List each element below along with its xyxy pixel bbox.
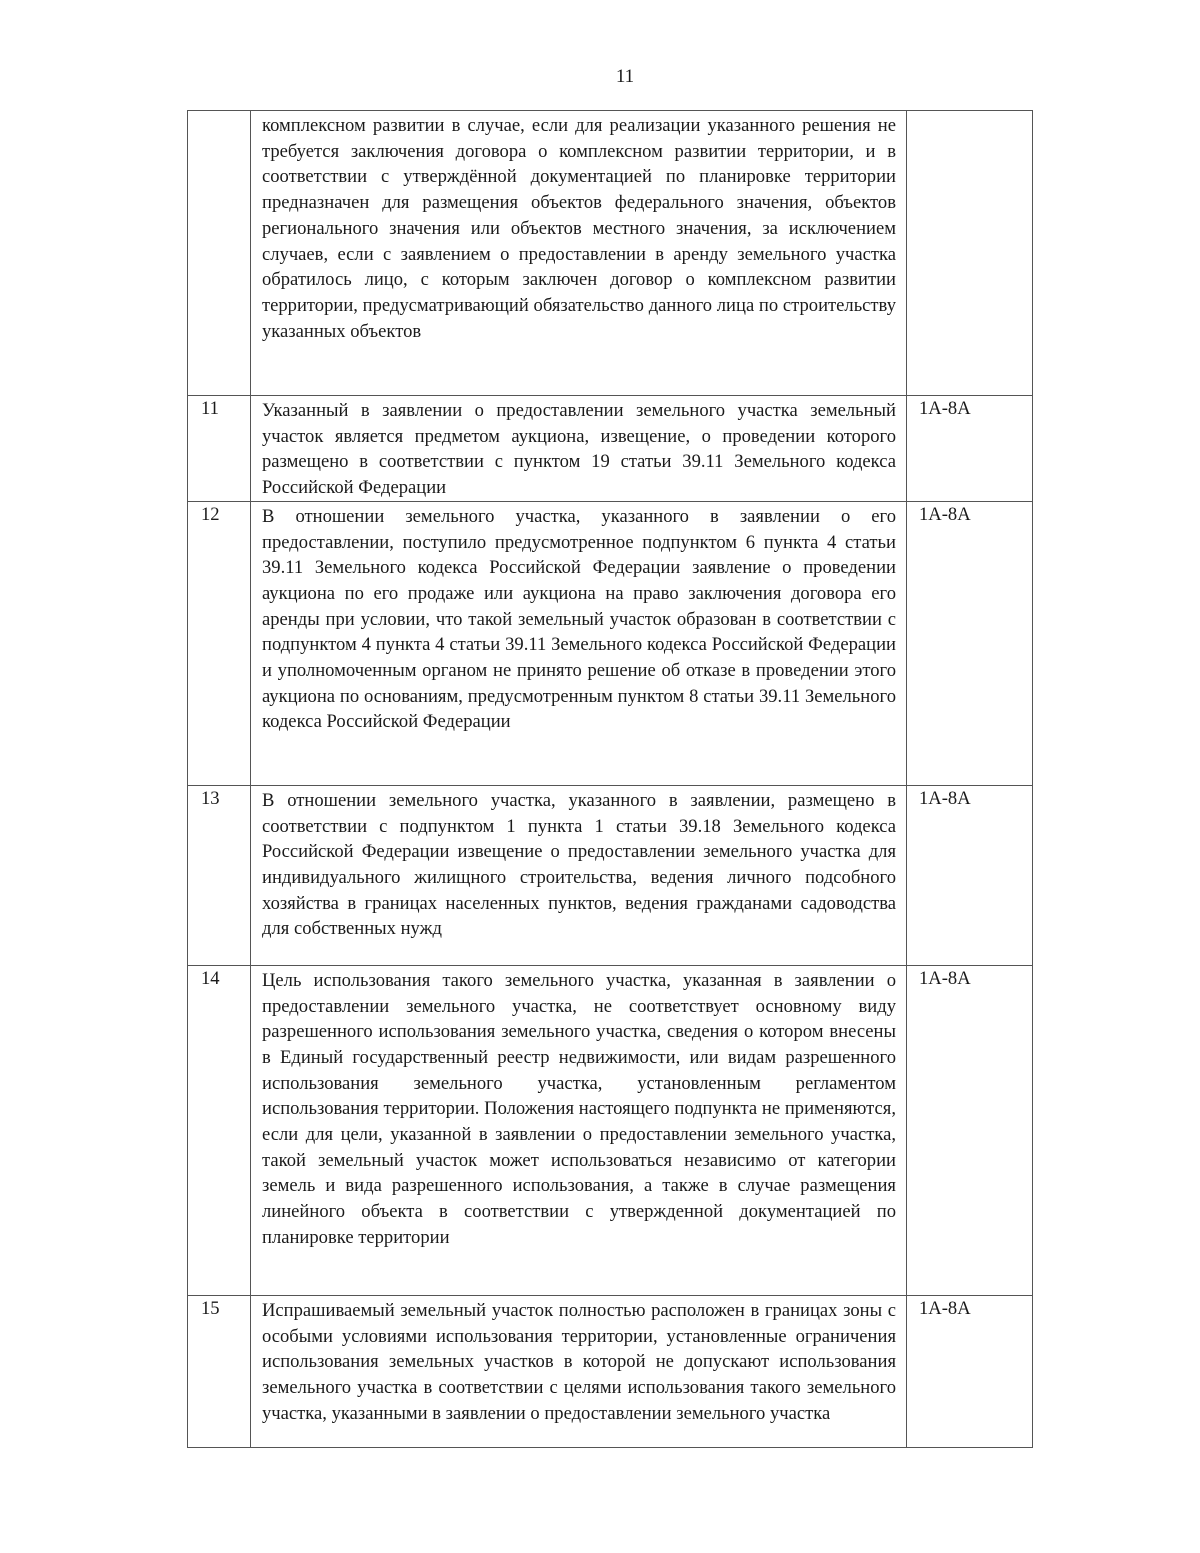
row-code: 1А-8А xyxy=(907,965,1033,1295)
row-number: 11 xyxy=(188,396,251,502)
row-code xyxy=(907,111,1033,396)
row-text: Указанный в заявлении о предоставлении земельного участка земельный участок является предметом аукциона, извещение, о проведении которого размещено в соответствии с пунктом 19 статьи 39.11 Земельного кодекса Российской Федерации xyxy=(251,396,907,502)
row-number: 12 xyxy=(188,501,251,785)
row-text: В отношении земельного участка, указанного в заявлении, размещено в соответствии с подпунктом 1 пункта 1 статьи 39.18 Земельного кодекса Российской Федерации извещение о предоставлении земельного участка для индивидуального жилищного строительства, ведения личного подсобного хозяйства в границах населенных пунктов, ведения гражданами садоводства для собственных нужд xyxy=(251,785,907,965)
row-number: 14 xyxy=(188,965,251,1295)
row-code: 1А-8А xyxy=(907,785,1033,965)
table-row xyxy=(188,965,1033,1295)
row-code: 1А-8А xyxy=(907,1295,1033,1447)
page-number: 11 xyxy=(615,66,635,87)
table-row xyxy=(188,501,1033,785)
row-text: Испрашиваемый земельный участок полностью расположен в границах зоны с особыми условиями использования территории, установленные ограничения использования земельных участков в которой не допускают использования земельного участка в соответствии с целями использования такого земельного участка, указанными в заявлении о предоставлении земельного участка xyxy=(251,1295,907,1447)
table-row xyxy=(188,1295,1033,1447)
row-number xyxy=(188,111,251,396)
refusal-grounds-table xyxy=(187,110,1033,1448)
row-number: 15 xyxy=(188,1295,251,1447)
row-code: 1А-8А xyxy=(907,501,1033,785)
table-row xyxy=(188,111,1033,396)
row-text: комплексном развитии в случае, если для реализации указанного решения не требуется заключения договора о комплексном развитии территории, и в соответствии с утверждённой документацией по планировке территории предназначен для размещения объектов федерального значения, объектов регионального значения или объектов местного значения, за исключением случаев, если с заявлением о предоставлении в аренду земельного участка обратилось лицо, с которым заключен договор о комплексном развитии территории, предусматривающий обязательство данного лица по строительству указанных объектов xyxy=(251,111,907,396)
row-text: В отношении земельного участка, указанного в заявлении о его предоставлении, поступило предусмотренное подпунктом 6 пункта 4 статьи 39.11 Земельного кодекса Российской Федерации заявление о проведении аукциона по его продаже или аукциона на право заключения договора его аренды при условии, что такой земельный участок образован в соответствии с подпунктом 4 пункта 4 статьи 39.11 Земельного кодекса Российской Федерации и уполномоченным органом не принято решение об отказе в проведении этого аукциона по основаниям, предусмотренным пунктом 8 статьи 39.11 Земельного кодекса Российской Федерации xyxy=(251,501,907,785)
row-code: 1А-8А xyxy=(907,396,1033,502)
row-number: 13 xyxy=(188,785,251,965)
table-row xyxy=(188,396,1033,502)
row-text: Цель использования такого земельного участка, указанная в заявлении о предоставлении земельного участка, не соответствует основному виду разрешенного использования земельного участка, сведения о котором внесены в Единый государственный реестр недвижимости, или видам разрешенного использования земельного участка, установленным регламентом использования территории. Положения настоящего подпункта не применяются, если для цели, указанной в заявлении о предоставлении земельного участка, такой земельный участок может использоваться независимо от категории земель и вида разрешенного использования, а также в случае размещения линейного объекта в соответствии с утвержденной документацией по планировке территории xyxy=(251,965,907,1295)
table-row xyxy=(188,785,1033,965)
